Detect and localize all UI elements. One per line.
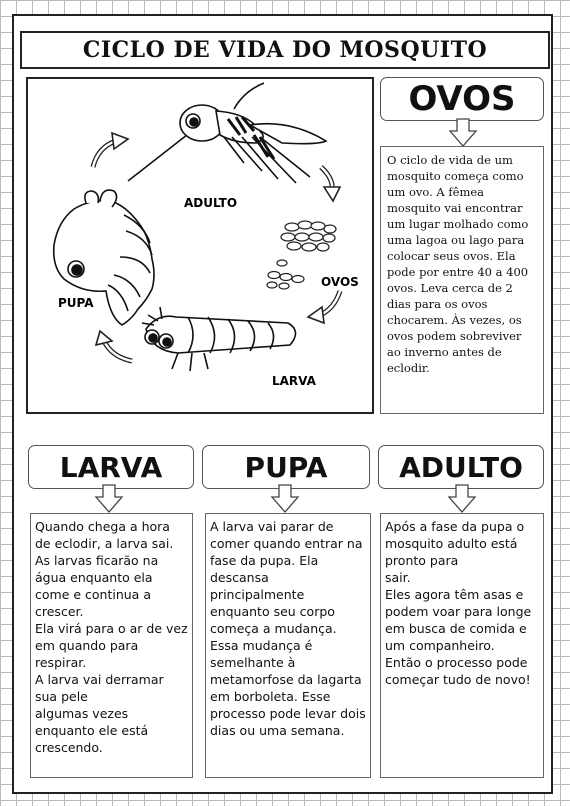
stage-label-larva: LARVA: [272, 374, 316, 388]
adult-mosquito-icon: [128, 83, 326, 183]
larva-icon: [142, 307, 296, 371]
pupa-heading-box: [202, 445, 370, 489]
ovos-description: O ciclo de vida de um mosquito começa como um ovo. A fêmea mosquito vai encontrar um lugar molhado como uma lagoa ou lago para colocar seus ovos. Ela pode por entre 40 a 400 ovos. Leva cerca de 2 dias para os ovos chocarem. Às vezes, os ovos podem sobreviver ao inverno antes de eclodir.: [380, 146, 544, 414]
larva-heading-box: [28, 445, 194, 489]
down-arrow-icon: [94, 484, 124, 514]
adulto-description: Após a fase da pupa o mosquito adulto está pronto para sair. Eles agora têm asas e podem voar para longe em busca de comida e um companheiro. Então o processo pode começar tudo de novo!: [380, 513, 544, 778]
cycle-arrow-icon: [93, 133, 128, 167]
ovos-heading: OVOS: [408, 79, 516, 119]
life-cycle-diagram: [26, 77, 374, 414]
page-title: CICLO DE VIDA DO MOSQUITO: [20, 31, 550, 69]
adulto-heading: ADULTO: [399, 450, 523, 484]
stage-label-pupa: PUPA: [58, 296, 94, 310]
pupa-description: A larva vai parar de comer quando entrar na fase da pupa. Ela descansa principalmente enquanto seu corpo começa a mudança. Essa mudança é semelhante à metamorfose da lagarta em borboleta. Esse processo pode levar dois dias ou uma semana.: [205, 513, 371, 778]
larva-heading: LARVA: [59, 450, 163, 484]
stage-label-adulto: ADULTO: [184, 196, 238, 210]
down-arrow-icon: [447, 484, 477, 514]
down-arrow-icon: [448, 118, 478, 148]
life-cycle-illustration: [28, 79, 374, 414]
ovos-heading-box: [380, 77, 544, 121]
cycle-arrow-icon: [321, 167, 340, 201]
down-arrow-icon: [270, 484, 300, 514]
adulto-heading-box: [378, 445, 544, 489]
stage-label-ovos: OVOS: [321, 275, 359, 289]
cycle-arrow-icon: [96, 331, 132, 361]
pupa-heading: PUPA: [244, 450, 328, 484]
cycle-arrow-icon: [308, 291, 340, 323]
larva-description: Quando chega a hora de eclodir, a larva sai. As larvas ficarão na água enquanto ela come e continua a crescer. Ela virá para o ar de vez em quando para respirar. A larva vai derramar sua pele algumas vezes enquanto ele está crescendo.: [30, 513, 193, 778]
